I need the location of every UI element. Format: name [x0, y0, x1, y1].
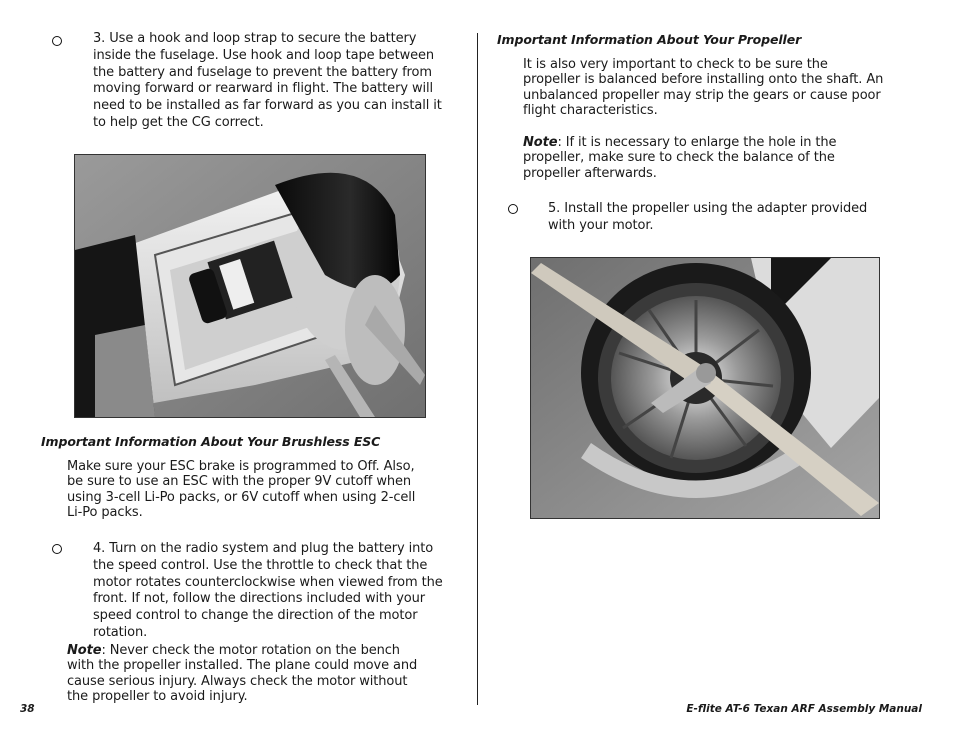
- right-note: [523, 135, 853, 181]
- step5-checkbox-bullet: [506, 202, 520, 216]
- step3-text: 3. Use a hook and loop strap to secure the battery inside the fuselage. Use hook and loop tape between the battery and fuselage to prevent the battery from moving forward or rearward in flight. The battery will need to be installed as far forward as you can install it to help get the CG correct.: [93, 31, 442, 130]
- manual-title: E-flite AT-6 Texan ARF Assembly Manual: [686, 703, 922, 715]
- right-note-text: : If it is necessary to enlarge the hole in the propeller, make sure to check the balance of the propeller afterwards.: [523, 135, 837, 181]
- right-note-label: Note: [523, 135, 558, 150]
- propeller-section-paragraph: It is also very important to check to be sure the propeller is balanced before installing onto the shaft. An unbalanced propeller may strip the gears or cause poor flight characteristics.: [523, 57, 884, 119]
- column-divider: [477, 33, 478, 705]
- esc-section-heading: Important Information About Your Brushless ESC: [41, 434, 381, 449]
- left-note-text: : Never check the motor rotation on the bench with the propeller installed. The plane could move and cause serious injury. Always check the motor without the propeller to avoid injury.: [67, 643, 418, 705]
- battery-fuselage-photo: [74, 154, 426, 418]
- step4-checkbox-bullet: [50, 542, 64, 556]
- left-note-label: Note: [67, 643, 102, 658]
- step4-text: 4. Turn on the radio system and plug the battery into the speed control. Use the throttle to check that the motor rotates counterclockwise when viewed from the front. If not, follow the directions included with your speed control to change the direction of the motor rotation.: [93, 541, 443, 640]
- page-number: 38: [20, 703, 35, 715]
- step3-checkbox-bullet: [50, 34, 64, 48]
- propeller-install-photo: [530, 257, 880, 519]
- left-note: [67, 643, 427, 705]
- step5-text: 5. Install the propeller using the adapter provided with your motor.: [548, 201, 868, 233]
- propeller-section-heading: Important Information About Your Propeller: [497, 32, 802, 47]
- esc-section-paragraph: Make sure your ESC brake is programmed to Off. Also, be sure to use an ESC with the proper 9V cutoff when using 3-cell Li-Po packs, or 6V cutoff when using 2-cell Li-Po packs.: [67, 459, 416, 521]
